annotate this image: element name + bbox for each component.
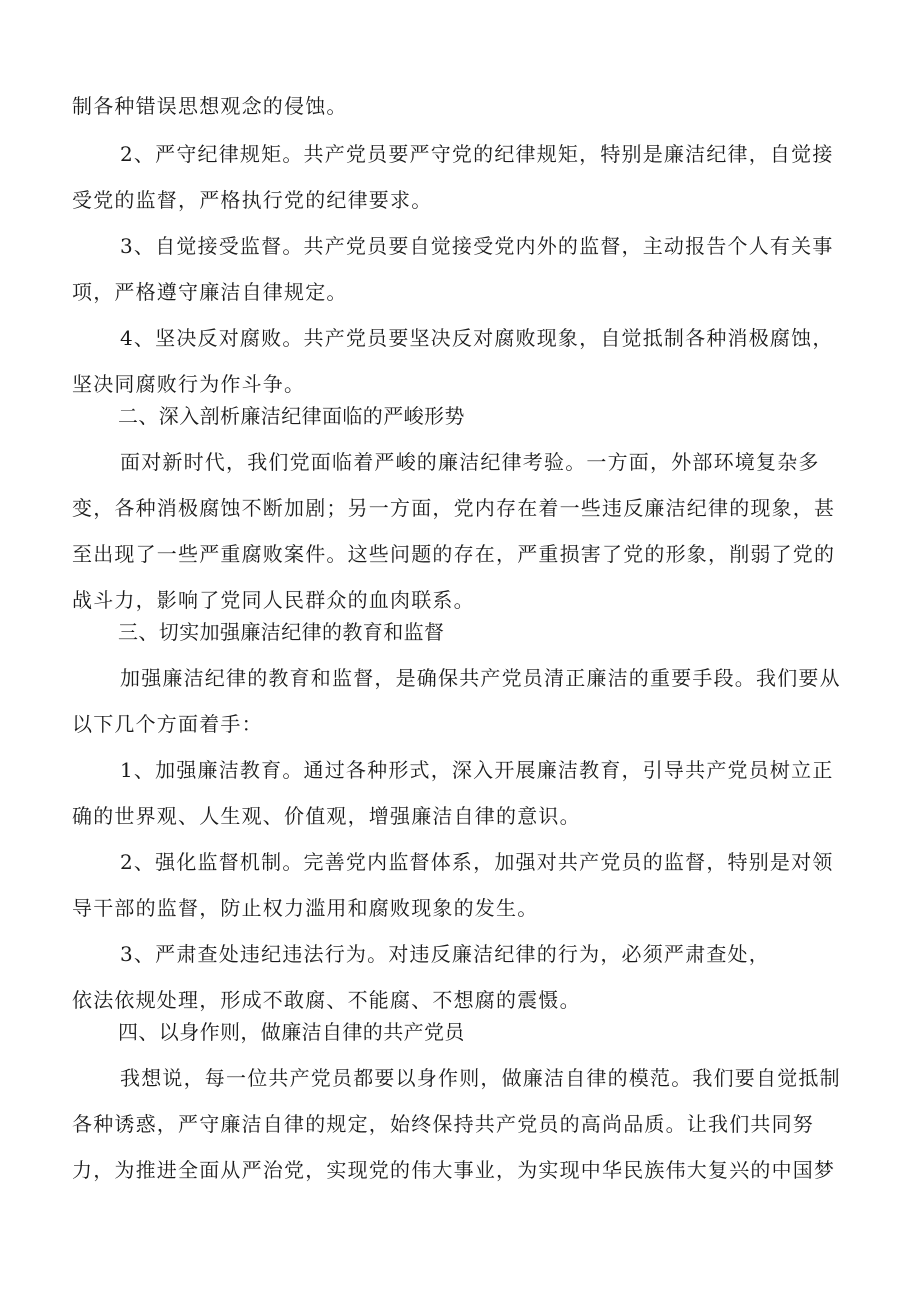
body-text-line: 项，严格遵守廉洁自律规定。 (72, 280, 348, 304)
body-text-line: 力，为推进全面从严治党，实现党的伟大事业，为实现中华民族伟大复兴的中国梦 (72, 1158, 836, 1182)
list-item-line: 1、加强廉洁教育。通过各种形式，深入开展廉洁教育，引导共产党员树立正 (120, 758, 834, 782)
body-text-line: 导干部的监督，防止权力滥用和腐败现象的发生。 (72, 896, 539, 920)
list-item-line: 4、坚决反对腐败。共产党员要坚决反对腐败现象，自觉抵制各种消极腐蚀， (120, 326, 834, 350)
body-text-line: 各种诱惑，严守廉洁自律的规定，始终保持共产党员的高尚品质。让我们共同努 (72, 1112, 814, 1136)
body-text-line: 确的世界观、人生观、价值观，增强廉洁自律的意识。 (72, 804, 581, 828)
paragraph-first-line: 加强廉洁纪律的教育和监督，是确保共产党员清正廉洁的重要手段。我们要从 (120, 666, 841, 690)
section-heading: 二、深入剖析廉洁纪律面临的严峻形势 (118, 404, 465, 428)
list-item-line: 2、严守纪律规矩。共产党员要严守党的纪律规矩，特别是廉洁纪律，自觉接 (120, 142, 834, 166)
body-text-line: 依法依规处理，形成不敢腐、不能腐、不想腐的震慑。 (72, 988, 581, 1012)
paragraph-first-line: 我想说，每一位共产党员都要以身作则，做廉洁自律的模范。我们要自觉抵制 (120, 1066, 841, 1090)
list-item-line: 3、严肃查处违纪违法行为。对违反廉洁纪律的行为，必须严肃查处， (120, 942, 770, 966)
body-text-line: 制各种错误思想观念的侵蚀。 (72, 94, 348, 118)
body-text-line: 坚决同腐败行为作斗争。 (72, 372, 306, 396)
body-text-line: 受党的监督，严格执行党的纪律要求。 (72, 188, 433, 212)
section-heading: 四、以身作则，做廉洁自律的共产党员 (118, 1020, 465, 1044)
body-text-line: 以下几个方面着手： (72, 712, 263, 736)
section-heading: 三、切实加强廉洁纪律的教育和监督 (118, 620, 445, 644)
paragraph-first-line: 面对新时代，我们党面临着严峻的廉洁纪律考验。一方面，外部环境复杂多 (120, 450, 820, 474)
list-item-line: 2、强化监督机制。完善党内监督体系，加强对共产党员的监督，特别是对领 (120, 850, 834, 874)
body-text-line: 战斗力，影响了党同人民群众的血肉联系。 (72, 588, 475, 612)
body-text-line: 至出现了一些严重腐败案件。这些问题的存在，严重损害了党的形象，削弱了党的 (72, 542, 836, 566)
list-item-line: 3、自觉接受监督。共产党员要自觉接受党内外的监督，主动报告个人有关事 (120, 234, 834, 258)
body-text-line: 变，各种消极腐蚀不断加剧；另一方面，党内存在着一些违反廉洁纪律的现象，甚 (72, 496, 836, 520)
